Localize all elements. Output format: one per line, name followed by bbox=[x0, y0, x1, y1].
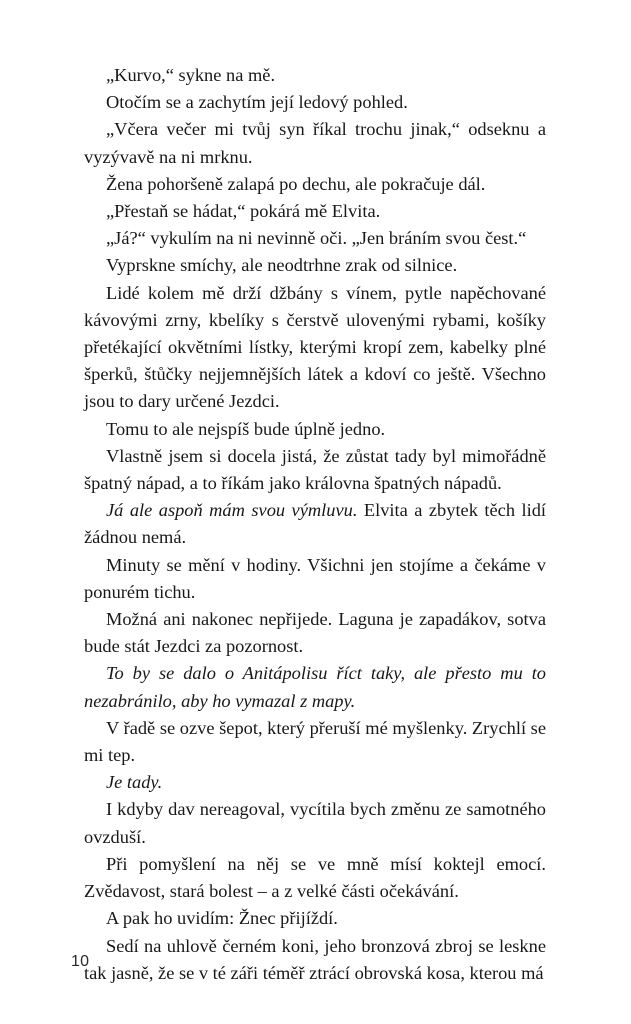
paragraph: „Kurvo,“ sykne na mě. bbox=[106, 65, 276, 85]
paragraph: I kdyby dav nereagoval, vycítila bych změnu ze samotného ovzduší. bbox=[84, 799, 546, 847]
paragraph: „Přestaň se hádat,“ pokárá mě Elvita. bbox=[106, 201, 381, 222]
inner-thought-text: Já ale aspoň mám svou výmluvu. bbox=[106, 500, 358, 521]
paragraph: Minuty se mění v hodiny. Všichni jen stojíme a čekáme v ponurém tichu. bbox=[84, 554, 546, 602]
paragraph: V řadě se ozve šepot, který přeruší mé myšlenky. Zrychlí se mi tep. bbox=[84, 717, 546, 766]
paragraph: „Včera večer mi tvůj syn říkal trochu jinak,“ odseknu a vyzývavě na ni mrknu. bbox=[84, 119, 546, 167]
paragraph-mixed-italic bbox=[84, 497, 546, 551]
paragraph: Možná ani nakonec nepřijede. Laguna je zapadákov, sotva bude stát Jezdci za pozornost. bbox=[84, 609, 546, 657]
paragraph: A pak ho uvidím: Žnec přijíždí. bbox=[106, 908, 338, 929]
paragraph: Sedí na uhlově černém koni, jeho bronzová zbroj se leskne tak jasně, že se v té záři téměř ztrácí obrovská kosa, kterou má bbox=[84, 935, 546, 983]
page-number: 10 bbox=[71, 953, 90, 970]
paragraph: Lidé kolem mě drží džbány s vínem, pytle napěchované kávovými zrny, kbelíky s čerstvě ulovenými rybami, košíky přetékající okvětními lístky, kterými kropí zem, kabelky plné šperků, štůčky nejjemnějších látek a kdoví co ještě. Všechno jsou to dary určené Jezdci. bbox=[84, 282, 546, 412]
paragraph: Otočím se a zachytím její ledový pohled. bbox=[106, 92, 408, 113]
body-text-block bbox=[84, 62, 546, 987]
paragraph: Při pomyšlení na něj se ve mně mísí koktejl emocí. Zvědavost, stará bolest – a z velké části očekávání. bbox=[84, 853, 546, 902]
paragraph: Žena pohoršeně zalapá po dechu, ale pokračuje dál. bbox=[106, 173, 486, 194]
paragraph-italic: To by se dalo o Anitápolisu říct taky, ale přesto mu to nezabránilo, aby ho vymazal z mapy. bbox=[84, 663, 546, 711]
paragraph-italic: Je tady. bbox=[106, 772, 163, 793]
paragraph-roman-remainder: Elvita a zbytek těch lidí žádnou nemá. bbox=[84, 500, 546, 548]
paragraph: Vlastně jsem si docela jistá, že zůstat tady byl mimořádně špatný nápad, a to říkám jako královna špatných nápadů. bbox=[84, 445, 546, 494]
paragraph: Tomu to ale nejspíš bude úplně jedno. bbox=[106, 418, 386, 439]
paragraph: Vyprskne smíchy, ale neodtrhne zrak od silnice. bbox=[106, 255, 458, 276]
paragraph: „Já?“ vykulím na ni nevinně oči. „Jen bráním svou čest.“ bbox=[106, 228, 527, 249]
